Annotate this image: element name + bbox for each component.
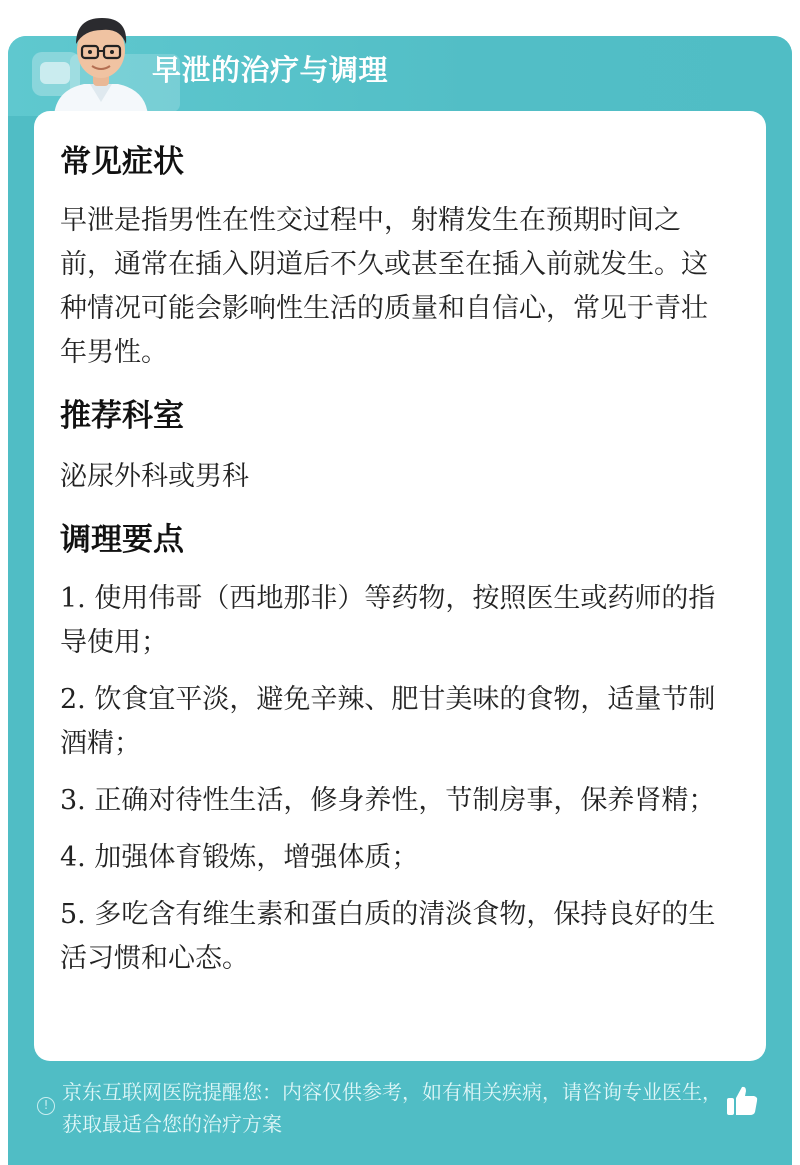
symptoms-text: 早泄是指男性在性交过程中，射精发生在预期时间之前，通常在插入阴道后不久或甚至在插入前就发生。这种情况可能会影响性生活的质量和自信心，常见于青壮年男性。 <box>60 205 708 368</box>
department-heading: 推荐科室 <box>60 398 184 434</box>
list-number: 2. <box>60 684 86 715</box>
list-text: 加强体育锻炼，增强体质； <box>85 842 419 873</box>
list-text: 饮食宜平淡，避免辛辣、肥甘美味的食物，适量节制酒精； <box>60 684 716 759</box>
list-item <box>60 678 732 766</box>
list-item <box>60 779 732 823</box>
list-item <box>60 893 732 981</box>
department-text: 泌尿外科或男科 <box>60 461 249 492</box>
list-text: 多吃含有维生素和蛋白质的清淡食物，保持良好的生活习惯和心态。 <box>60 899 716 974</box>
list-number: 4. <box>60 842 86 873</box>
list-text: 正确对待性生活，修身养性，节制房事，保养肾精； <box>85 785 716 816</box>
care-heading: 调理要点 <box>60 522 184 558</box>
list-number: 1. <box>60 583 86 614</box>
list-text: 使用伟哥（西地那非）等药物，按照医生或药师的指导使用； <box>60 583 716 658</box>
info-icon: ! <box>37 1097 55 1115</box>
care-list <box>60 577 732 994</box>
page-title: 早泄的治疗与调理 <box>152 53 389 87</box>
list-number: 5. <box>60 899 86 930</box>
list-item <box>60 577 732 665</box>
list-item <box>60 836 732 880</box>
doctor-avatar-icon <box>46 6 156 116</box>
list-number: 3. <box>60 785 86 816</box>
symptoms-heading: 常见症状 <box>60 144 184 180</box>
thumbs-up-icon[interactable] <box>724 1083 760 1119</box>
footer-notice: 京东互联网医院提醒您：内容仅供参考，如有相关疾病，请咨询专业医生，获取最适合您的治疗方案 <box>62 1080 722 1136</box>
